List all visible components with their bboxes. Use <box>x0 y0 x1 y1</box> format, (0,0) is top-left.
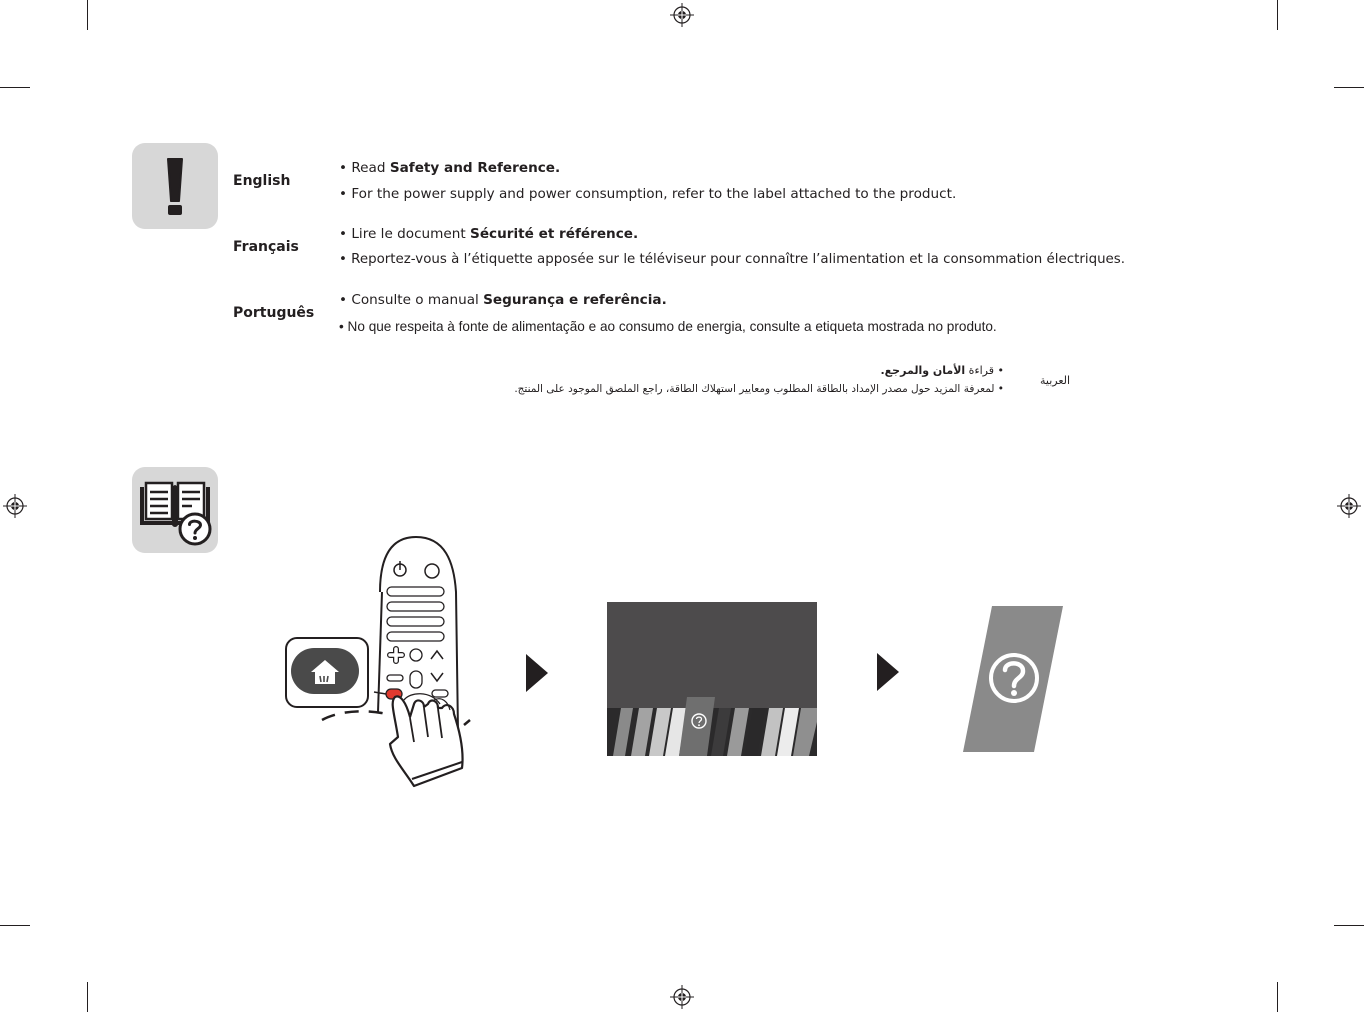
help-panel-illustration <box>962 605 1064 753</box>
portuguese-doc-title: Segurança e referência. <box>483 292 667 308</box>
arabic-line-1-text: • قراءة <box>965 364 1004 377</box>
portuguese-line-1 <box>339 292 667 308</box>
portuguese-line-2: • No que respeita à fonte de alimentação e ao consumo de energia, consulte a etiqueta mostrada no produto. <box>339 319 997 334</box>
crop-mark <box>0 925 30 926</box>
crop-mark <box>87 0 88 30</box>
home-button-callout <box>285 637 369 708</box>
arabic-doc-title: الأمان والمرجع. <box>880 364 966 377</box>
exclamation-icon <box>132 143 218 229</box>
crop-mark <box>1334 87 1364 88</box>
french-line-2: • Reportez-vous à l’étiquette apposée sur le téléviseur pour connaître l’alimentation et la consommation électriques. <box>339 252 1126 267</box>
crop-mark <box>0 87 30 88</box>
arrow-right-icon <box>876 652 900 692</box>
crop-mark <box>1334 925 1364 926</box>
power-icon <box>394 561 406 576</box>
arabic-line-1 <box>880 364 1004 377</box>
registration-mark-icon <box>670 985 694 1009</box>
english-line-1-text: • Read <box>339 160 390 176</box>
language-name-portuguese: Português <box>233 305 315 321</box>
crop-mark <box>87 982 88 1012</box>
crop-mark <box>1277 0 1278 30</box>
arabic-line-2: • لمعرفة المزيد حول مصدر الإمداد بالطاقة المطلوب ومعايير استهلاك الطاقة، راجع الملصق الموجود على المنتج. <box>514 383 1004 395</box>
home-icon <box>291 648 359 694</box>
arrow-right-icon <box>525 653 549 693</box>
tv-screen-illustration <box>607 602 817 756</box>
home-button <box>291 648 359 694</box>
manual-tile <box>132 467 218 553</box>
warning-tile <box>132 143 218 229</box>
french-line-1 <box>339 226 638 242</box>
language-name-arabic: العربية <box>1040 374 1071 387</box>
language-name-french: Français <box>233 239 299 255</box>
registration-mark-icon <box>1337 494 1361 518</box>
english-line-1 <box>339 160 560 176</box>
registration-mark-icon <box>670 3 694 27</box>
book-help-icon <box>132 467 218 553</box>
french-line-1-text: • Lire le document <box>339 226 471 242</box>
language-name-english: English <box>233 173 291 189</box>
english-line-2: • For the power supply and power consumption, refer to the label attached to the product. <box>339 186 957 202</box>
portuguese-line-1-text: • Consulte o manual <box>339 292 484 308</box>
english-doc-title: Safety and Reference. <box>389 160 561 176</box>
crop-mark <box>1277 982 1278 1012</box>
registration-mark-icon <box>3 494 27 518</box>
french-doc-title: Sécurité et référence. <box>470 226 639 242</box>
